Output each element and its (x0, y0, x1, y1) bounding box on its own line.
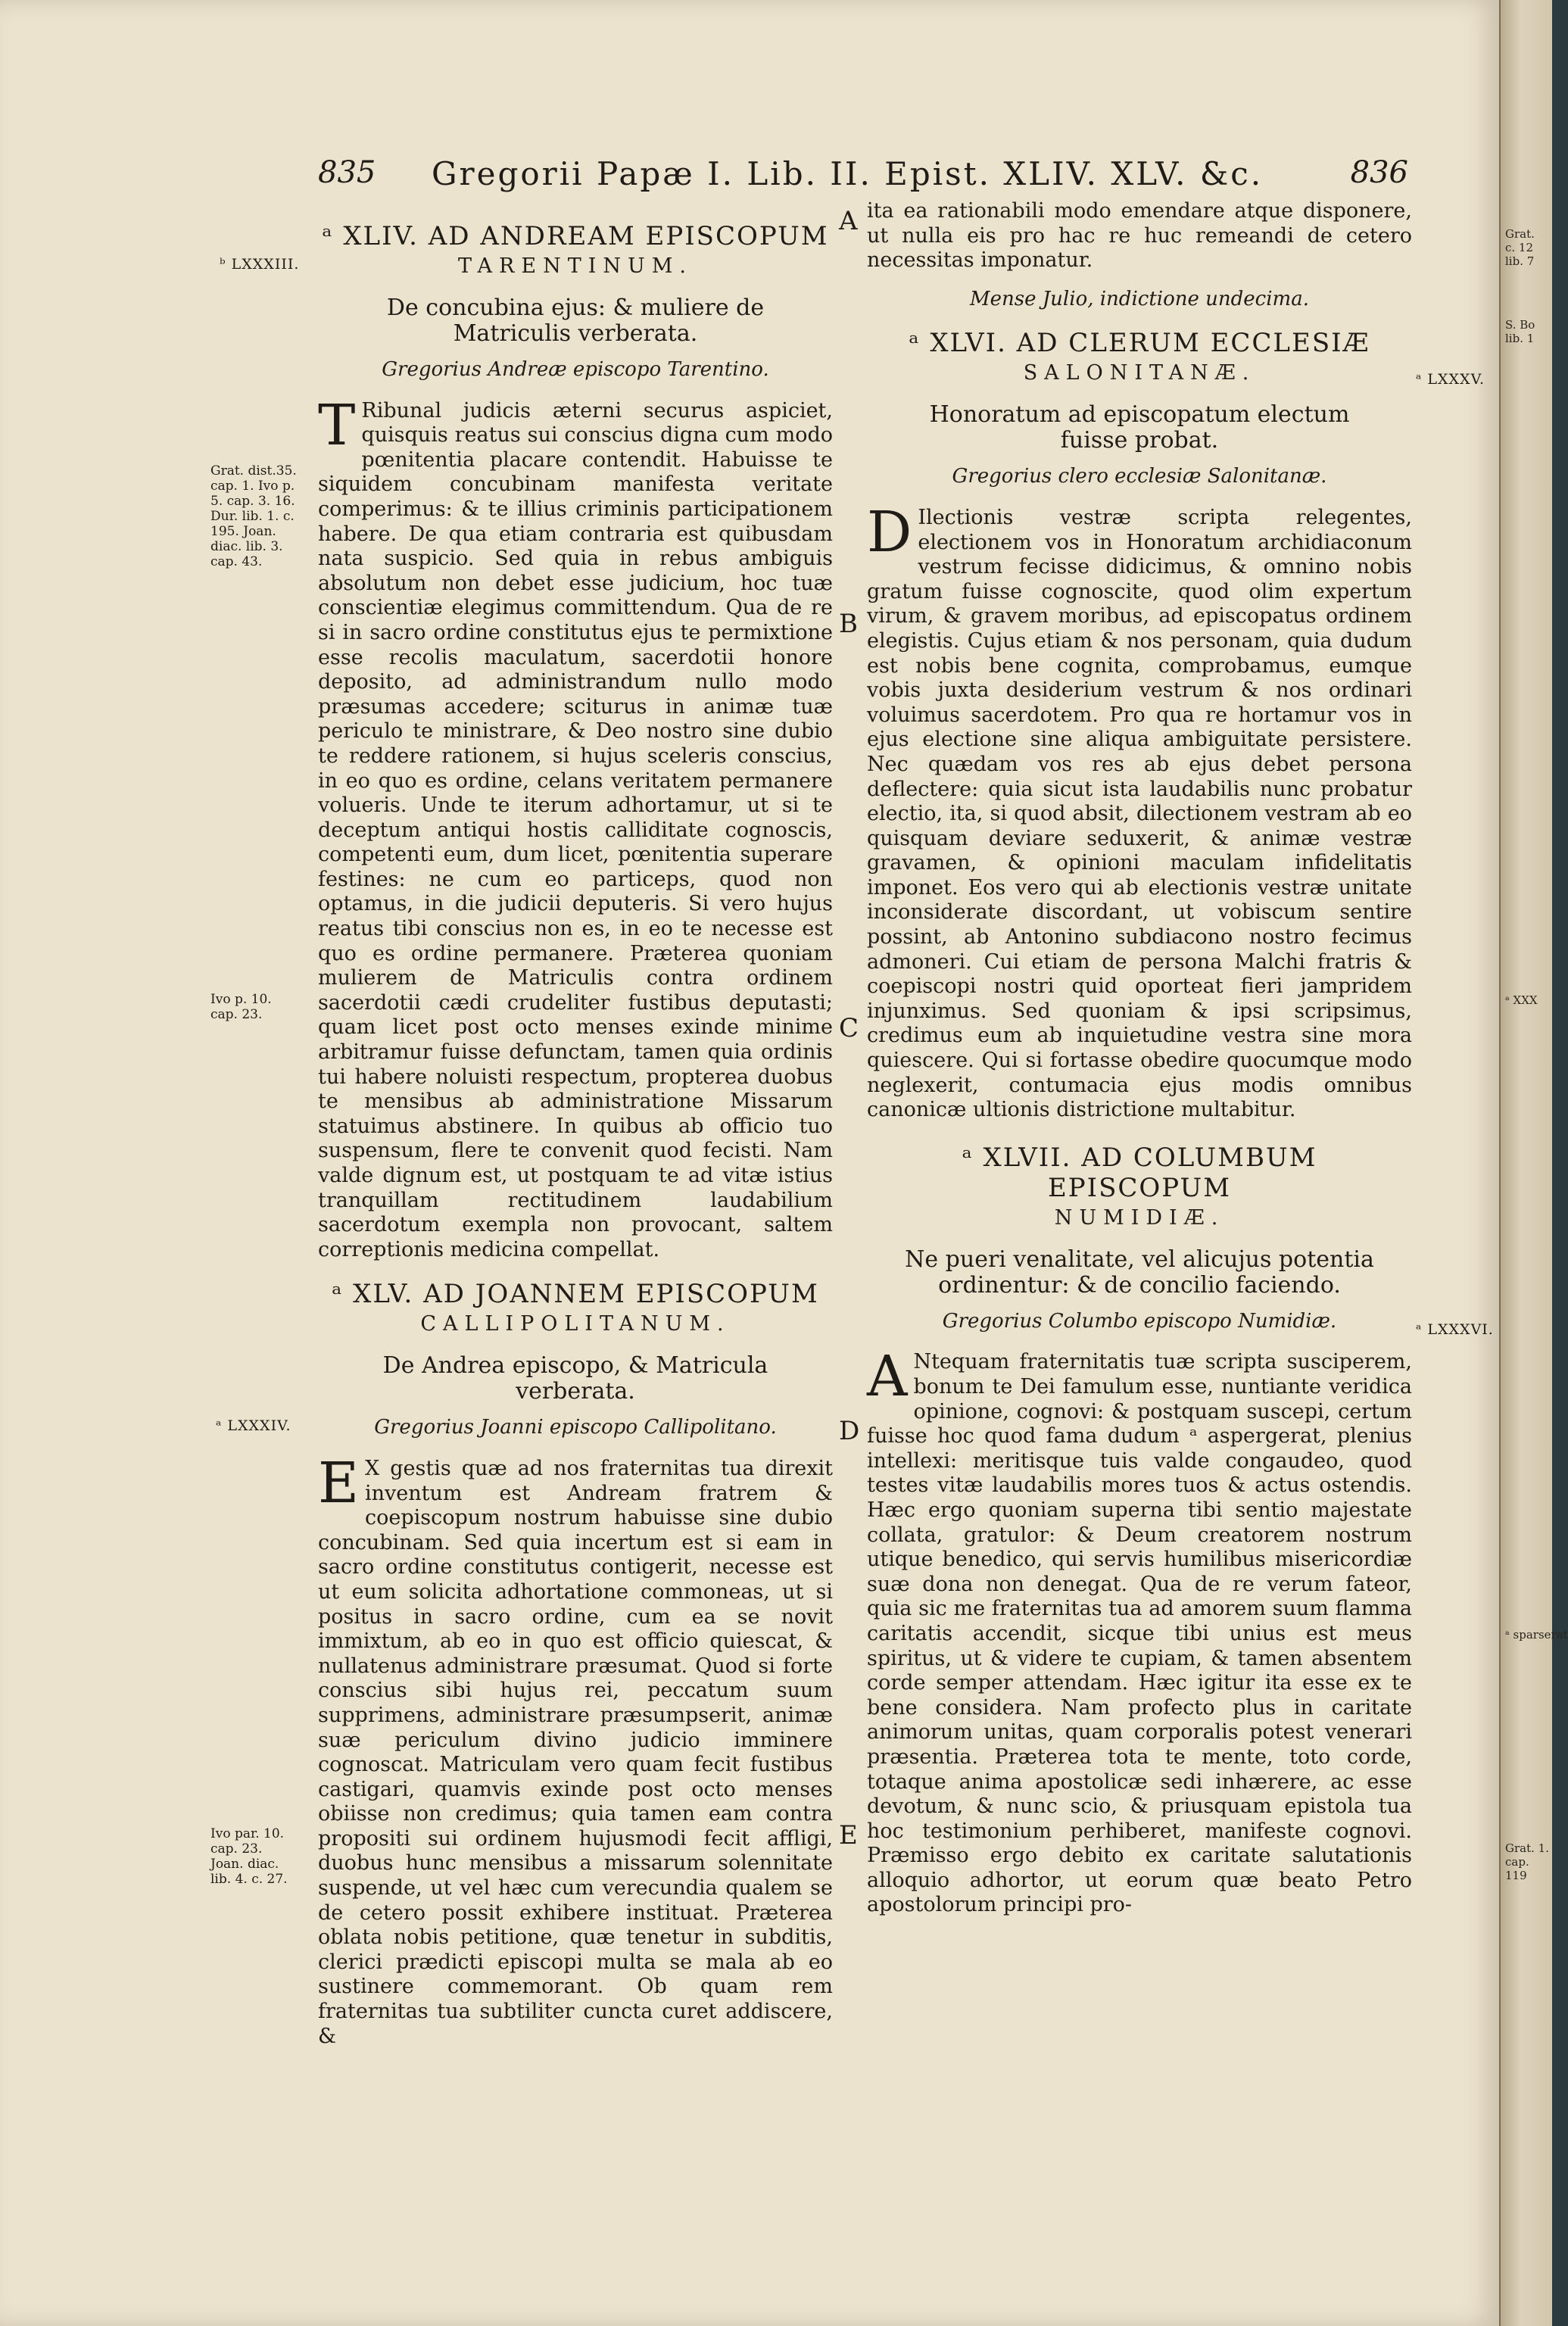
margin-ref-lxxxv: ᵃ LXXXV. (1416, 371, 1485, 388)
right-column (867, 199, 1412, 1918)
letter-title-main: ᵃ XLVII. AD COLUMBUM EPISCOPUM (962, 1142, 1317, 1203)
drop-cap: E (318, 1450, 360, 1516)
letter-body (318, 1450, 833, 2049)
letter-title-main: ᵃ XLIV. AD ANDREAM EPISCOPUM (322, 221, 829, 251)
letter-continuation: ita ea rationabili modo emendare atque disponere, ut nulla eis pro hac re huc remeandi de cetero necessitas imponatur. (867, 199, 1412, 273)
letter-summary: De concubina ejus: & muliere de Matriculis verberata. (386, 295, 765, 347)
drop-cap: D (867, 499, 912, 565)
letter-date: Mense Julio, indictione undecima. (970, 287, 1309, 310)
letter-title (318, 221, 833, 282)
letter-title-sub: NUMIDIÆ. (1054, 1205, 1225, 1230)
drop-cap: T (318, 392, 356, 458)
facing-page-edge (1499, 0, 1568, 2326)
margin-ref-ivo-10: Ivo p. 10. cap. 23. (210, 992, 272, 1022)
letter-salutation: Gregorius Columbo episcopo Numidiæ. (942, 1309, 1337, 1333)
letter-46 (867, 328, 1412, 1122)
left-column (318, 221, 833, 2049)
letter-summary: De Andrea episcopo, & Matricula verberata. (382, 1352, 768, 1405)
letter-45 (318, 1279, 833, 2049)
letter-body (867, 499, 1412, 1123)
letter-title (318, 1279, 833, 1339)
edge-note-grat: Grat. c. 12 lib. 7 (1505, 227, 1535, 268)
edge-note-s-bo: S. Bo lib. 1 (1505, 318, 1535, 345)
letter-title-main: ᵃ XLV. AD JOANNEM EPISCOPUM (332, 1279, 819, 1310)
letter-summary: Honoratum ad episcopatum electum fuisse probat. (929, 401, 1350, 454)
letter-title-sub: TARENTINUM. (458, 254, 693, 278)
section-letter-c: C (839, 1013, 859, 1043)
letter-body (867, 1344, 1412, 1918)
letter-body-text: Ribunal judicis æterni securus aspiciet, quisquis reatus sui conscius digna cum modo pœnitentia placare contendit. Habuisse te siquidem concubinam manifesta veritate comperimus: & te illius criminis participationem habere. De qua etiam contraria est quibusdam nata suspicio. Sed quia in rebus ambiguis absolutum non debet esse judicium, hoc tuæ conscientiæ elegimus committendum. Qua de re si in sacro ordine constitutus ejus te permixtione esse recolis maculatum, sacerdotii honore deposito, ad administrandum nullo modo præsumas accedere; sciturus in animæ tuæ periculo te ministrare, & Deo nostro sine dubio te reddere rationem, si hujus sceleris conscius, in eo quo es ordine, celans veritatem permanere volueris. Unde te iterum adhortamur, ut si te deceptum antiqui hostis calliditate cognoscis, competenti eum, dum licet, pœnitentia superare festines: ne cum eo particeps, quod non optamus, in die judicii deputeris. Si vero hujus reatus tibi conscius non es, in eo te necesse est quo es ordine permanere. Præterea quoniam mulierem de Matriculis contra ordinem sacerdotii cædi crudeliter fustibus deputasti; quam licet post octo menses exinde minime arbitramur fuisse defunctam, tamen quia ordinis tui habere noluisti respectum, propterea duobus te mensibus ab administratione Missarum statuimus abstinere. In quibus ab officio tuo suspensum, flere te convenit quod fecisti. Nam valde dignum est, ut postquam te ad vitæ istius tranquillam rectitudinem laudabilium sacerdotum exempla non provocant, saltem correptionis medicina compellat. (318, 398, 833, 1261)
margin-ref-lxxxiv: ᵃ LXXXIV. (216, 1417, 291, 1434)
margin-ref-lxxxiii: ᵇ LXXXIII. (220, 256, 300, 273)
drop-cap: A (867, 1344, 908, 1410)
letter-title (867, 1143, 1412, 1233)
edge-note-xxx: ᵃ XXX (1505, 993, 1538, 1007)
letter-salutation: Gregorius Andreæ episcopo Tarentino. (382, 358, 769, 381)
edge-note-sparserat: ᵃ sparserat (1505, 1628, 1568, 1642)
letter-44 (318, 221, 833, 1262)
running-header (318, 155, 1408, 201)
margin-ref-ivo-par: Ivo par. 10. cap. 23. Joan. diac. lib. 4. c. 27. (210, 1826, 288, 1887)
margin-ref-lxxxvi: ᵃ LXXXVI. (1416, 1321, 1494, 1338)
letter-salutation: Gregorius clero ecclesiæ Salonitanæ. (952, 465, 1327, 488)
letter-title (867, 328, 1412, 388)
section-letter-b: B (839, 609, 858, 639)
page-number-left: 835 (318, 155, 376, 190)
margin-ref-gratian: Grat. dist.35. cap. 1. Ivo p. 5. cap. 3. 16. Dur. lib. 1. c. 195. Joan. diac. lib. 3. cap. 43. (210, 463, 297, 569)
page-number-right: 836 (1350, 155, 1408, 190)
letter-body-text: Ntequam fraternitatis tuæ scripta susciperem, bonum te Dei famulum esse, nuntiante veridica opinione, cognovi: & postquam suscepi, certum fuisse hoc quod fama dudum ᵃ aspergerat, plenius intellexi: meritisque tuis valde congaudeo, quod testes vitæ laudabilis mores tuos & actus ostendis. Hæc ergo quoniam superna tibi sentio majestate collata, gratulor: & Deum creatorem nostrum utique benedico, qui servis humilibus misericordiæ suæ dona non denegat. Qua de re verum fateor, quia sic me fraternitas tua ad amorem suum flamma caritatis accendit, sicque tibi unius est meus spiritus, ut & videre te cupiam, & tamen absentem corde semper attendam. Hæc igitur ita esse ex te bene considera. Nam profecto plus in caritate animorum unitas, quam corporalis potest venerari præsentia. Præterea tota te mente, toto corde, totaque anima apostolicæ sedi inhærere, ac esse devotum, & nunc scio, & priusquam epistola tua hoc testimonium perhiberet, manifeste cognovi. Præmisso ergo debito ex caritate salutationis alloquio adhortor, ut eorum quæ beato Petro apostolorum principi pro- (867, 1350, 1412, 1917)
letter-title-sub: CALLIPOLITANUM. (420, 1312, 731, 1336)
edge-note-grat-i: Grat. 1. cap. 119 (1505, 1841, 1549, 1882)
running-title: Gregorii Papæ I. Lib. II. Epist. XLIV. XLV. &c. (432, 155, 1264, 192)
letter-summary: Ne pueri venalitate, vel alicujus potentia ordinentur: & de concilio faciendo. (905, 1246, 1374, 1299)
letter-body-text: Ilectionis vestræ scripta relegentes, electionem vos in Honoratum archidiaconum vestrum fecisse didicimus, & omnino nobis gratum fuisse cognoscite, quod olim expertum virum, & gravem moribus, ad episcopatus ordinem elegistis. Cujus etiam & nos personam, quia dudum est nobis bene cognita, comprobamus, eumque vobis juxta desiderium vestrum & nos ordinari voluimus sacerdotem. Pro qua re hortamur vos in ejus electione sine aliqua ambiguitate persistere. Nec quædam vos res ab ejus debet persona deflectere: quia sicut ista laudabilis nunc probatur electio, ita, si quod absit, dilectionem vestram ab eo quisquam deviare seduxerit, & animæ vestræ gravamen, & opinioni maculam infidelitatis imponet. Eos vero qui ab electionis vestræ unitate inconsiderate discordant, ut vobiscum sentire possint, ab Antonino subdiacono nostro fecimus admoneri. Cui etiam de persona Malchi fratris & coepiscopi nostri quid oporteat fieri jampridem injunximus. Sed quoniam & ipsi scripsimus, credimus eum ab inquietudine vestra sine mora quiescere. Qui si fortasse obedire quocumque modo neglexerit, contumacia ejus modis omnibus canonicæ ultionis districtione multabitur. (867, 505, 1412, 1122)
section-letter-d: D (839, 1416, 860, 1446)
letter-title-sub: SALONITANÆ. (1023, 361, 1256, 385)
letter-title-main: ᵃ XLVI. AD CLERUM ECCLESIÆ (909, 328, 1370, 359)
section-letter-e: E (839, 1820, 858, 1851)
letter-salutation: Gregorius Joanni episcopo Callipolitano. (374, 1416, 777, 1439)
section-letter-a: A (839, 206, 858, 236)
letter-body (318, 392, 833, 1263)
letter-47 (867, 1143, 1412, 1918)
letter-body-text: X gestis quæ ad nos fraternitas tua direxit inventum est Andream fratrem & coepiscopum nostrum habuisse sine dubio concubinam. Sed quia incertum est si eam in sacro ordine constitutus contigerit, necesse est ut eum solicita adhortatione commoneas, ut si positus in sacro ordine, cum ea se novit immixtum, ab eo in quo est officio quiescat, & nullatenus administrare præsumat. Quod si forte conscius sibi hujus rei, peccatum suum supprimens, administrare præsumpserit, animæ suæ periculum divino judicio imminere cognoscat. Matriculam vero quam fecit fustibus castigari, quamvis exinde post octo menses obiisse non credimus; quia tamen eam contra propositi sui ordinem hujusmodi fecit affligi, duobus hunc mensibus a missarum solennitate suspende, ut vel hæc cum verecundia qualem se de cetero possit exhibere instituat. Præterea oblata nobis petitione, quæ tenetur in subditis, clerici prædicti episcopi multa se mala ab eo sustinere commemorant. Ob quam rem fraternitas tua subtiliter cuncta curet addiscere, & (318, 1456, 833, 2048)
